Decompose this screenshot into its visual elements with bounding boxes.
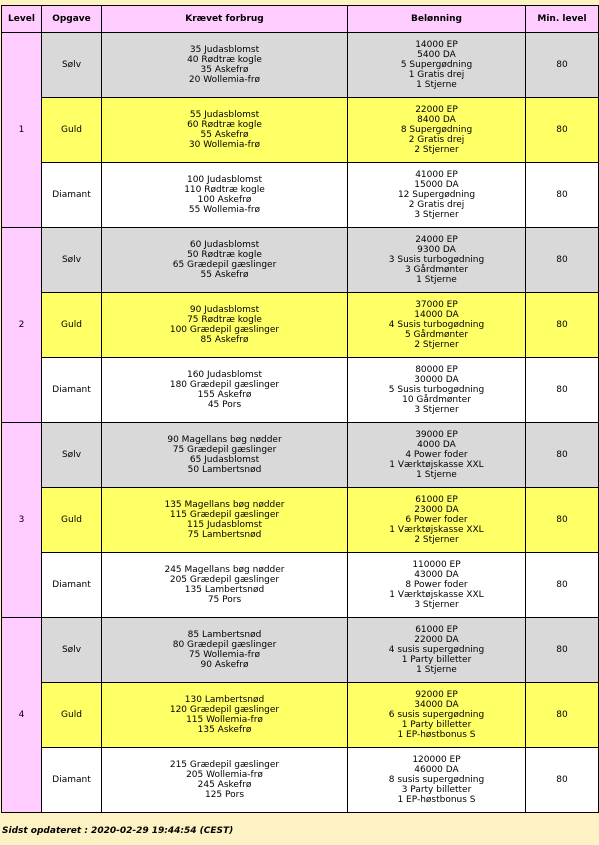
belonning-cell (348, 618, 525, 682)
belonning-line: 1 Party billetter (401, 655, 472, 665)
forbrug-line: 85 Lambertsnød (187, 630, 262, 640)
belonning-line: 4 susis supergødning (388, 645, 485, 655)
forbrug-line: 80 Grædepil gæslinger (172, 640, 277, 650)
belonning-line: 8 Power foder (405, 580, 468, 590)
forbrug-cell (102, 423, 347, 487)
belonning-line: 3 Gårdmønter (404, 265, 469, 275)
forbrug-line: 35 Judasblomst (189, 45, 260, 55)
table-row (2, 98, 598, 162)
belonning-cell (348, 163, 525, 227)
forbrug-cell (102, 683, 347, 747)
belonning-line: 3 Stjerner (414, 600, 459, 610)
belonning-line: 8 susis supergødning (388, 775, 485, 785)
forbrug-line: 35 Askefrø (200, 65, 249, 75)
belonning-line: 1 Værktøjskasse XXL (389, 460, 484, 470)
belonning-line: 5 Gårdmønter (404, 330, 469, 340)
forbrug-line: 55 Askefrø (200, 270, 249, 280)
belonning-line: 3 Susis turbogødning (388, 255, 485, 265)
belonning-line: 4 Susis turbogødning (388, 320, 485, 330)
forbrug-line: 50 Lambertsnød (187, 465, 262, 475)
forbrug-line: 120 Grædepil gæslinger (169, 705, 280, 715)
table-row (2, 488, 598, 552)
forbrug-line: 135 Lambertsnød (184, 585, 265, 595)
table-row (2, 293, 598, 357)
belonning-line: 24000 EP (415, 235, 458, 245)
forbrug-line: 205 Wollemia-frø (186, 770, 263, 780)
belonning-cell (348, 98, 525, 162)
min-level-cell: 80 (526, 488, 598, 552)
belonning-line: 4 Power foder (405, 450, 468, 460)
forbrug-line: 135 Magellans bøg nødder (164, 500, 285, 510)
header-level: Level (2, 6, 41, 32)
forbrug-cell (102, 163, 347, 227)
belonning-line: 1 Værktøjskasse XXL (389, 525, 484, 535)
forbrug-cell (102, 98, 347, 162)
belonning-line: 3 Stjerner (414, 210, 459, 220)
table-row (2, 618, 598, 682)
forbrug-line: 50 Rødtræ kogle (187, 250, 262, 260)
table-row (2, 228, 598, 292)
forbrug-line: 100 Judasblomst (186, 175, 263, 185)
table-row (2, 358, 598, 422)
forbrug-line: 215 Grædepil gæslinger (169, 760, 280, 770)
belonning-line: 2 Stjerner (414, 145, 459, 155)
belonning-cell (348, 748, 525, 812)
forbrug-line: 155 Askefrø (197, 390, 252, 400)
forbrug-line: 100 Askefrø (197, 195, 252, 205)
belonning-line: 5 Supergødning (400, 60, 473, 70)
belonning-line: 6 Power foder (405, 515, 468, 525)
belonning-line: 3 Stjerner (414, 405, 459, 415)
forbrug-line: 245 Askefrø (197, 780, 252, 790)
min-level-cell: 80 (526, 618, 598, 682)
opgave-cell: Guld (42, 293, 101, 357)
forbrug-line: 60 Judasblomst (189, 240, 260, 250)
belonning-line: 22000 DA (414, 635, 459, 645)
belonning-line: 22000 EP (415, 105, 458, 115)
level-cell: 3 (2, 423, 41, 617)
belonning-cell (348, 293, 525, 357)
belonning-line: 39000 EP (415, 430, 458, 440)
belonning-line: 1 Stjerne (416, 470, 457, 480)
opgave-cell: Diamant (42, 358, 101, 422)
opgave-cell: Diamant (42, 553, 101, 617)
belonning-line: 5400 DA (417, 50, 456, 60)
belonning-cell (348, 488, 525, 552)
belonning-line: 61000 EP (415, 625, 458, 635)
belonning-line: 9300 DA (417, 245, 456, 255)
min-level-cell: 80 (526, 228, 598, 292)
opgave-cell: Sølv (42, 423, 101, 487)
min-level-cell: 80 (526, 553, 598, 617)
belonning-cell (348, 33, 525, 97)
belonning-line: 43000 DA (414, 570, 459, 580)
forbrug-line: 160 Judasblomst (186, 370, 263, 380)
opgave-cell: Sølv (42, 33, 101, 97)
belonning-line: 92000 EP (415, 690, 458, 700)
belonning-line: 2 Gratis drej (408, 135, 465, 145)
forbrug-line: 75 Grædepil gæslinger (172, 445, 277, 455)
forbrug-line: 115 Grædepil gæslinger (169, 510, 280, 520)
belonning-line: 37000 EP (415, 300, 458, 310)
belonning-line: 4000 DA (417, 440, 456, 450)
opgave-cell: Guld (42, 488, 101, 552)
forbrug-line: 90 Askefrø (200, 660, 249, 670)
belonning-line: 61000 EP (415, 495, 458, 505)
belonning-line: 1 Party billetter (401, 720, 472, 730)
belonning-line: 1 EP-høstbonus S (397, 730, 476, 740)
belonning-line: 2 Stjerner (414, 340, 459, 350)
forbrug-line: 180 Grædepil gæslinger (169, 380, 280, 390)
min-level-cell: 80 (526, 683, 598, 747)
table-row (2, 163, 598, 227)
belonning-line: 2 Gratis drej (408, 200, 465, 210)
header-min-level: Min. level (526, 6, 598, 32)
forbrug-line: 115 Wollemia-frø (186, 715, 263, 725)
forbrug-line: 55 Askefrø (200, 130, 249, 140)
belonning-line: 23000 DA (414, 505, 459, 515)
forbrug-line: 30 Wollemia-frø (188, 140, 261, 150)
belonning-cell (348, 228, 525, 292)
forbrug-line: 90 Magellans bøg nødder (167, 435, 282, 445)
belonning-line: 34000 DA (414, 700, 459, 710)
belonning-line: 80000 EP (415, 365, 458, 375)
belonning-line: 5 Susis turbogødning (388, 385, 485, 395)
table-row (2, 33, 598, 97)
last-updated-footer: Sidst opdateret : 2020-02-29 19:44:54 (CEST) (2, 826, 234, 836)
min-level-cell: 80 (526, 33, 598, 97)
opgave-cell: Sølv (42, 228, 101, 292)
forbrug-line: 75 Lambertsnød (187, 530, 262, 540)
belonning-line: 1 Stjerne (416, 275, 457, 285)
opgave-cell: Guld (42, 98, 101, 162)
table-row (2, 553, 598, 617)
belonning-line: 1 Værktøjskasse XXL (389, 590, 484, 600)
forbrug-line: 90 Judasblomst (189, 305, 260, 315)
header-row (2, 6, 598, 32)
opgave-cell: Guld (42, 683, 101, 747)
opgave-cell: Diamant (42, 163, 101, 227)
header-belonning: Belønning (348, 6, 525, 32)
belonning-line: 6 susis supergødning (388, 710, 485, 720)
opgave-cell: Diamant (42, 748, 101, 812)
forbrug-cell (102, 358, 347, 422)
belonning-line: 8 Supergødning (400, 125, 473, 135)
min-level-cell: 80 (526, 423, 598, 487)
forbrug-line: 85 Askefrø (200, 335, 249, 345)
forbrug-line: 125 Pors (204, 790, 245, 800)
belonning-line: 30000 DA (414, 375, 459, 385)
forbrug-cell (102, 748, 347, 812)
belonning-line: 12 Supergødning (397, 190, 476, 200)
forbrug-cell (102, 553, 347, 617)
forbrug-line: 55 Judasblomst (189, 110, 260, 120)
opgave-cell: Sølv (42, 618, 101, 682)
belonning-line: 1 EP-høstbonus S (397, 795, 476, 805)
forbrug-cell (102, 33, 347, 97)
forbrug-line: 110 Rødtræ kogle (184, 185, 265, 195)
belonning-line: 120000 EP (412, 755, 461, 765)
header-forbrug: Krævet forbrug (102, 6, 347, 32)
level-cell: 4 (2, 618, 41, 812)
table-row (2, 748, 598, 812)
forbrug-cell (102, 293, 347, 357)
min-level-cell: 80 (526, 163, 598, 227)
forbrug-line: 45 Pors (207, 400, 242, 410)
forbrug-line: 20 Wollemia-frø (188, 75, 261, 85)
belonning-line: 14000 DA (414, 310, 459, 320)
belonning-cell (348, 553, 525, 617)
forbrug-cell (102, 488, 347, 552)
belonning-cell (348, 358, 525, 422)
belonning-line: 1 Stjerne (416, 665, 457, 675)
forbrug-line: 55 Wollemia-frø (188, 205, 261, 215)
forbrug-line: 130 Lambertsnød (184, 695, 265, 705)
min-level-cell: 80 (526, 293, 598, 357)
forbrug-line: 60 Rødtræ kogle (187, 120, 262, 130)
table-row (2, 423, 598, 487)
belonning-line: 10 Gårdmønter (402, 395, 471, 405)
table-body (2, 33, 598, 812)
forbrug-line: 40 Rødtræ kogle (187, 55, 262, 65)
forbrug-line: 115 Judasblomst (186, 520, 263, 530)
forbrug-line: 65 Judasblomst (189, 455, 260, 465)
forbrug-line: 75 Wollemia-frø (188, 650, 261, 660)
belonning-line: 1 Gratis drej (408, 70, 465, 80)
belonning-cell (348, 683, 525, 747)
forbrug-line: 245 Magellans bøg nødder (164, 565, 285, 575)
belonning-line: 8400 DA (417, 115, 456, 125)
belonning-line: 15000 DA (414, 180, 459, 190)
belonning-cell (348, 423, 525, 487)
forbrug-line: 75 Pors (207, 595, 242, 605)
min-level-cell: 80 (526, 98, 598, 162)
level-cell: 2 (2, 228, 41, 422)
belonning-line: 46000 DA (414, 765, 459, 775)
belonning-line: 1 Stjerne (416, 80, 457, 90)
forbrug-cell (102, 618, 347, 682)
forbrug-line: 65 Grædepil gæslinger (172, 260, 277, 270)
min-level-cell: 80 (526, 748, 598, 812)
forbrug-cell (102, 228, 347, 292)
belonning-line: 41000 EP (415, 170, 458, 180)
header-opgave: Opgave (42, 6, 101, 32)
forbrug-line: 205 Grædepil gæslinger (169, 575, 280, 585)
forbrug-line: 75 Rødtræ kogle (187, 315, 262, 325)
belonning-line: 3 Party billetter (401, 785, 472, 795)
quest-table (1, 5, 599, 813)
level-cell: 1 (2, 33, 41, 227)
forbrug-line: 100 Grædepil gæslinger (169, 325, 280, 335)
belonning-line: 2 Stjerner (414, 535, 459, 545)
min-level-cell: 80 (526, 358, 598, 422)
belonning-line: 110000 EP (412, 560, 461, 570)
table-row (2, 683, 598, 747)
forbrug-line: 135 Askefrø (197, 725, 252, 735)
belonning-line: 14000 EP (415, 40, 458, 50)
